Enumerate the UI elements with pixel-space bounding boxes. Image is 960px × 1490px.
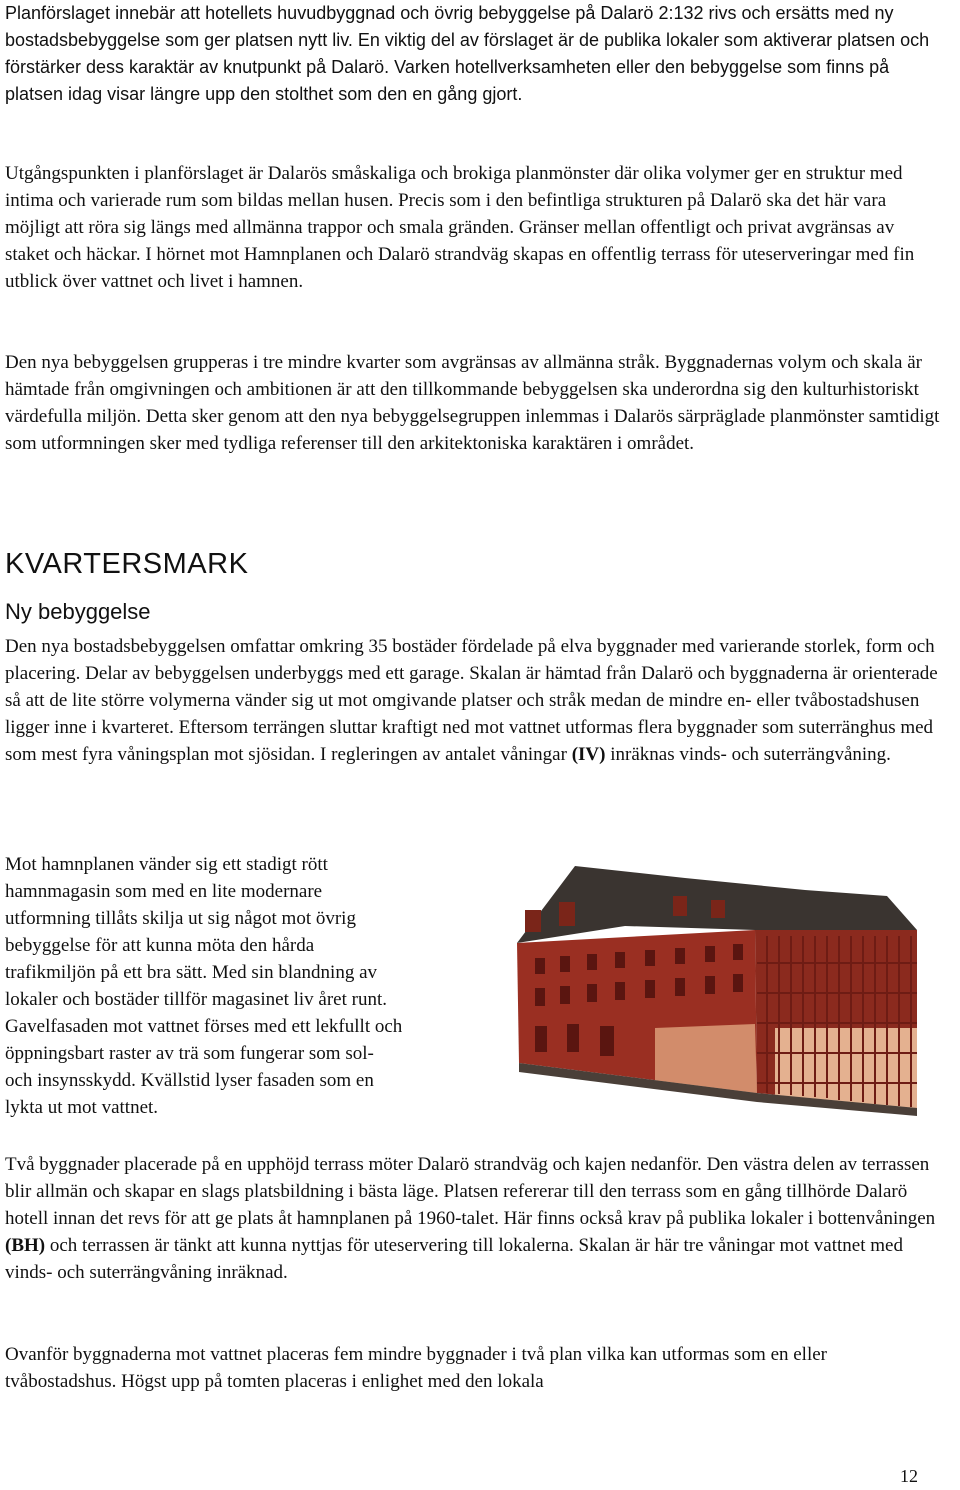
text-line: öppningsbart raster av trä som fungerar som sol- — [5, 1043, 374, 1064]
paragraph-upper-buildings: Ovanför byggnaderna mot vattnet placeras fem mindre byggnader i två plan vilka kan utformas som en eller tvåbostadshus. Högst upp på tomten placeras i enlighet med den lokala — [5, 1344, 828, 1392]
floor-count-code: (IV) — [571, 744, 606, 765]
text-line: bebyggelse för att kunna möta den hårda — [5, 935, 315, 956]
text-line: och insynsskydd. Kvällstid lyser fasaden som en — [5, 1070, 374, 1091]
dormer — [673, 896, 687, 916]
text-line: lykta ut mot vattnet. — [5, 1097, 159, 1118]
paragraph-terrace — [5, 1151, 940, 1286]
dormer — [711, 900, 725, 918]
text-line: Gavelfasaden mot vattnet förses med ett lekfullt och — [5, 1016, 403, 1037]
paragraph-terrace-text-end: och terrassen är tänkt att kunna nyttjas för uteservering till lokalerna. Skalan är här tre våningar mot vattnet med vinds- och suterrängvåning inräknad. — [5, 1235, 903, 1283]
section-subheading: Ny bebyggelse — [5, 599, 151, 624]
paragraph-new-buildings: Den nya bebyggelsen grupperas i tre mindre kvarter som avgränsas av allmänna stråk. Byggnadernas volym och skala är hämtade från omgivningen och ambitionen är att den tillkommande bebyggelsen ska underordna sig den kulturhistoriskt värdefulla miljön. Detta sker genom att den nya bebyggelsegruppen inlemmas i Dalarös särpräglade planmönster samtidigt som utformningen sker med tydliga referenser till den arkitektoniska karaktären i området. — [5, 352, 940, 454]
lit-ground-floor — [775, 1028, 917, 1108]
paragraph-starting-point: Utgångspunkten i planförslaget är Dalarös småskaliga och brokiga planmönster där olika volymer ger en struktur med intima och varierade rum som bildas mellan husen. Precis som i den befintliga strukturen på Dalarö ska det här vara möjligt att röra sig längs med allmänna trappor och smala gränden. Gränser mellan offentligt och privat avgränsas av staket och häckar. I hörnet mot Hamnplanen och Dalarö strandväg skapas en offentlig terrass för uteserveringar med fin utblick över vattnet och livet i hamnen. — [5, 163, 915, 292]
zoning-code: (BH) — [5, 1235, 46, 1256]
intro-paragraph: Planförslaget innebär att hotellets huvudbyggnad och övrig bebyggelse på Dalarö 2:132 rivs och ersätts med ny bostadsbebyggelse som ger platsen nytt liv. En viktig del av förslaget är de publika lokaler som aktiverar platsen och förstärker dess karaktär av knutpunkt på Dalarö. Varken hotellverksamheten eller den bebyggelse som finns på platsen idag visar längre upp den stolthet som den en gång gjort. — [5, 3, 930, 104]
text-line: hamnmagasin som med en lite modernare — [5, 881, 323, 902]
dormer — [525, 910, 541, 932]
page-number: 12 — [900, 1466, 918, 1486]
dormer — [559, 902, 575, 926]
paragraph-terrace-text: Två byggnader placerade på en upphöjd terrass möter Dalarö strandväg och kajen nedanför. Den västra delen av terrassen blir allmän och skapar en slags platsbildning i bästa läge. Platsen refererar till den terrass som en gång tillhörde Dalarö hotell innan det revs för att ge plats åt hamnplanen på 1960-talet. Här finns också krav på publika lokaler i bottenvåningen — [5, 1154, 936, 1229]
text-line: trafikmiljön på ett bra sätt. Med sin blandning av — [5, 962, 378, 983]
paragraph-housing-text-end: inräknas vinds- och suterrängvåning. — [605, 744, 891, 765]
paragraph-housing — [5, 633, 940, 768]
building-illustration — [505, 838, 925, 1148]
text-line: lokaler och bostäder tillför magasinet liv året runt. — [5, 989, 387, 1010]
paragraph-harbour-warehouse — [5, 851, 505, 1121]
text-line: utformning tillåts skilja ut sig något mot övrig — [5, 908, 356, 929]
section-heading: KVARTERSMARK — [5, 548, 249, 580]
paragraph-housing-text: Den nya bostadsbebyggelsen omfattar omkring 35 bostäder fördelade på elva byggnader med varierande storlek, form och placering. Delar av bebyggelsen underbyggs med ett garage. Skalan är hämtad från Dalarö och byggnaderna är orienterade så att de lite större volymerna vänder sig ut mot omgivande platser och stråk medan de mindre en- eller tvåbostadshusen ligger inne i kvarteret. Eftersom terrängen sluttar kraftigt ned mot vattnet utformas flera byggnader som suterränghus med som mest fyra våningsplan mot sjösidan. I regleringen av antalet våningar — [5, 636, 938, 765]
text-line: Mot hamnplanen vänder sig ett stadigt rött — [5, 854, 328, 875]
